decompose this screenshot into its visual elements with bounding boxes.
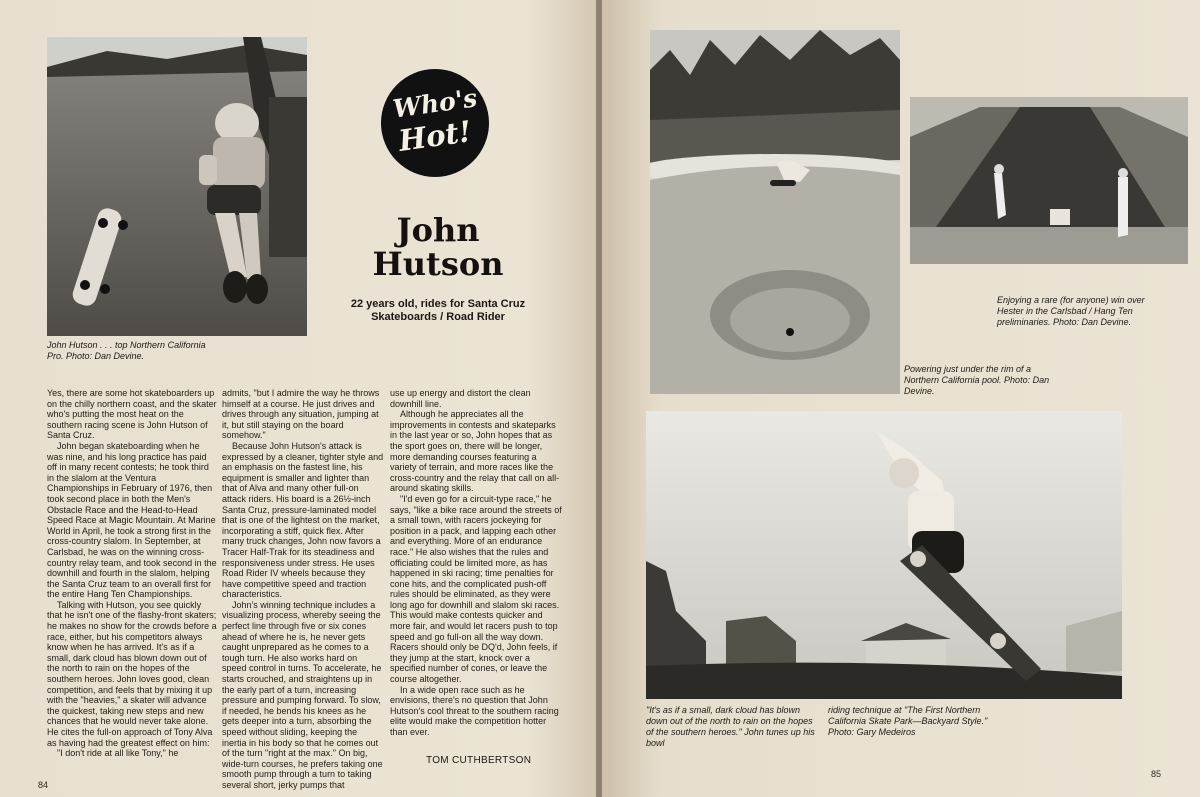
article-column-1 bbox=[47, 388, 217, 759]
col1-para-2: John began skateboarding when he was nine, and his long practice has paid off in many recent contests; he took third in the slalom at the Ventura Championships in February of 1976, then took second place in both the Men's Obstacle Race and the Head-to-Head Speed Race at Magic Mountain. At Marine World in April, he took a strong first in the cross-country slalom. In September, at Carlsbad, he was on the winning cross-country relay team, and took second in the downhill and fourth in the slalom, helping the Santa Cruz team to an overall first for the entire Hang Ten Championships. bbox=[47, 440, 217, 600]
left-page bbox=[0, 0, 598, 797]
col3-para-1: use up energy and distort the clean downhill line. bbox=[390, 388, 531, 409]
badge-whos: Who's bbox=[391, 83, 479, 124]
col3-para-4: In a wide open race such as he envisions, there's no question that John Hutson's cool threat to the southern racing elite would make the competition hotter than ever. bbox=[390, 684, 559, 737]
pool-photo bbox=[650, 30, 900, 394]
article-column-3 bbox=[390, 388, 564, 738]
bowl-caption-left: "It's as if a small, dark cloud has blown down out of the north to rain on the hopes of the southern heroes." John tunes up his bowl bbox=[646, 705, 815, 748]
hutson-portrait-photo bbox=[47, 37, 307, 336]
race-photo bbox=[910, 97, 1188, 264]
portrait-caption: John Hutson . . . top Northern California Pro. Photo: Dan Devine. bbox=[47, 340, 206, 361]
race-caption: Enjoying a rare (for anyone) win over Hester in the Carlsbad / Hang Ten preliminaries. Photo: Dan Devine. bbox=[997, 295, 1145, 327]
page-number-right: 85 bbox=[1151, 769, 1162, 779]
page-number-left: 84 bbox=[38, 780, 49, 790]
bowl-caption-right: riding technique at "The First Northern California Skate Park—Backyard Style." Photo: Gary Medeiros bbox=[828, 705, 988, 737]
name-last: Hutson bbox=[372, 245, 504, 283]
col2-para-2: Because John Hutson's attack is expressed by a cleaner, tighter style and an emphasis on the fastest line, his equipment is smaller and lighter than that of Alva and many other full-on attack riders. His board is a 26½-inch Santa Cruz, pressure-laminated model that is one of the lightest on the market, incorporating a stiff, quick flex. After many truck changes, John now favors a Tracer Half-Trak for its steadiness and responsiveness under stress. He uses Road Rider IV wheels because they have competitive speed and traction characteristics. bbox=[222, 440, 384, 600]
col3-para-2: Although he appreciates all the improvements in contests and skateparks in the last year or so, John hopes that as the sport goes on, there will be longer, more demanding courses featuring a variety of terrain, and more races like the cross-country and the relay that call on all-around skating skills. bbox=[390, 409, 560, 494]
col3-para-3: "I'd even go for a circuit-type race," he says, "like a bike race around the streets of a small town, with racers jockeying for position in a pack, and lapping each other and everything. More of an endurance race." He also wishes that the rules and officiating could be limited more, as has happened in ski racing; time penalties for cone hits, and the complicated push-off rules should be eliminated, as they were long ago for downhill and slalom ski races. This would make contests quicker and more fair, and would let racers push to top speed and go full-on all the way down. Racers should only be DQ'd, John feels, if they jump at the start, knock over a specified number of cones, or leave the course altogether. bbox=[390, 493, 562, 685]
col1-para-4: "I don't ride at all like Tony," he bbox=[57, 748, 179, 759]
subtitle: 22 years old, rides for Santa Cruz Skateboards / Road Rider bbox=[350, 298, 526, 323]
right-page bbox=[602, 0, 1200, 797]
whos-hot-badge bbox=[381, 69, 489, 177]
pool-caption: Powering just under the rim of a Northern California pool. Photo: Dan Devine. bbox=[904, 364, 1050, 396]
col1-para-3: Talking with Hutson, you see quickly that he isn't one of the flashy-front skaters; he makes no show for the crowds before a race, either, but his competitors always know when he has arrived. It's as if a small, dark cloud has blown down out of the north to rain on the hopes of the southern heroes. John loves good, clean competition, and feels that by mixing it up with the "heavies," a skater will advance the quickest, taking new steps and new chances that he would never take alone. He cites the full-on approach of Tony Alva as having had the greatest effect on him: bbox=[47, 599, 217, 748]
article-column-2 bbox=[222, 388, 384, 791]
col1-para-1: Yes, there are some hot skateboarders up on the chilly northern coast, and the skater who's putting the most heat on the southern racing scene is John Hutson of Santa Cruz. bbox=[47, 388, 217, 441]
col2-para-1: admits, "but I admire the way he throws himself at a course. He just drives and drives through any situation, jumping at it, but still staying on the board somehow." bbox=[222, 388, 380, 441]
byline: TOM CUTHBERTSON bbox=[426, 755, 532, 766]
col2-para-3: John's winning technique includes a visualizing process, whereby seeing the perfect line through five or six cones ahead of where he is, he never gets caught unprepared as he comes to a tough turn. He also works hard on speed control in turns. To accelerate, he starts crouched, and straightens up in the early part of a turn, increasing pressure and pumping forward. To slow, if needed, he bends his knees as he gets deeper into a turn, absorbing the speed without sliding, keeping the inertia in his body so that he comes out of the turn "right at the max." On big, wide-turn courses, he prefers taking one smooth pump through a turn to taking several short, jerky pumps that bbox=[222, 599, 383, 790]
bowl-skater-photo bbox=[646, 411, 1122, 699]
name-first: John bbox=[396, 211, 480, 249]
badge-hot: Hot! bbox=[396, 114, 474, 158]
